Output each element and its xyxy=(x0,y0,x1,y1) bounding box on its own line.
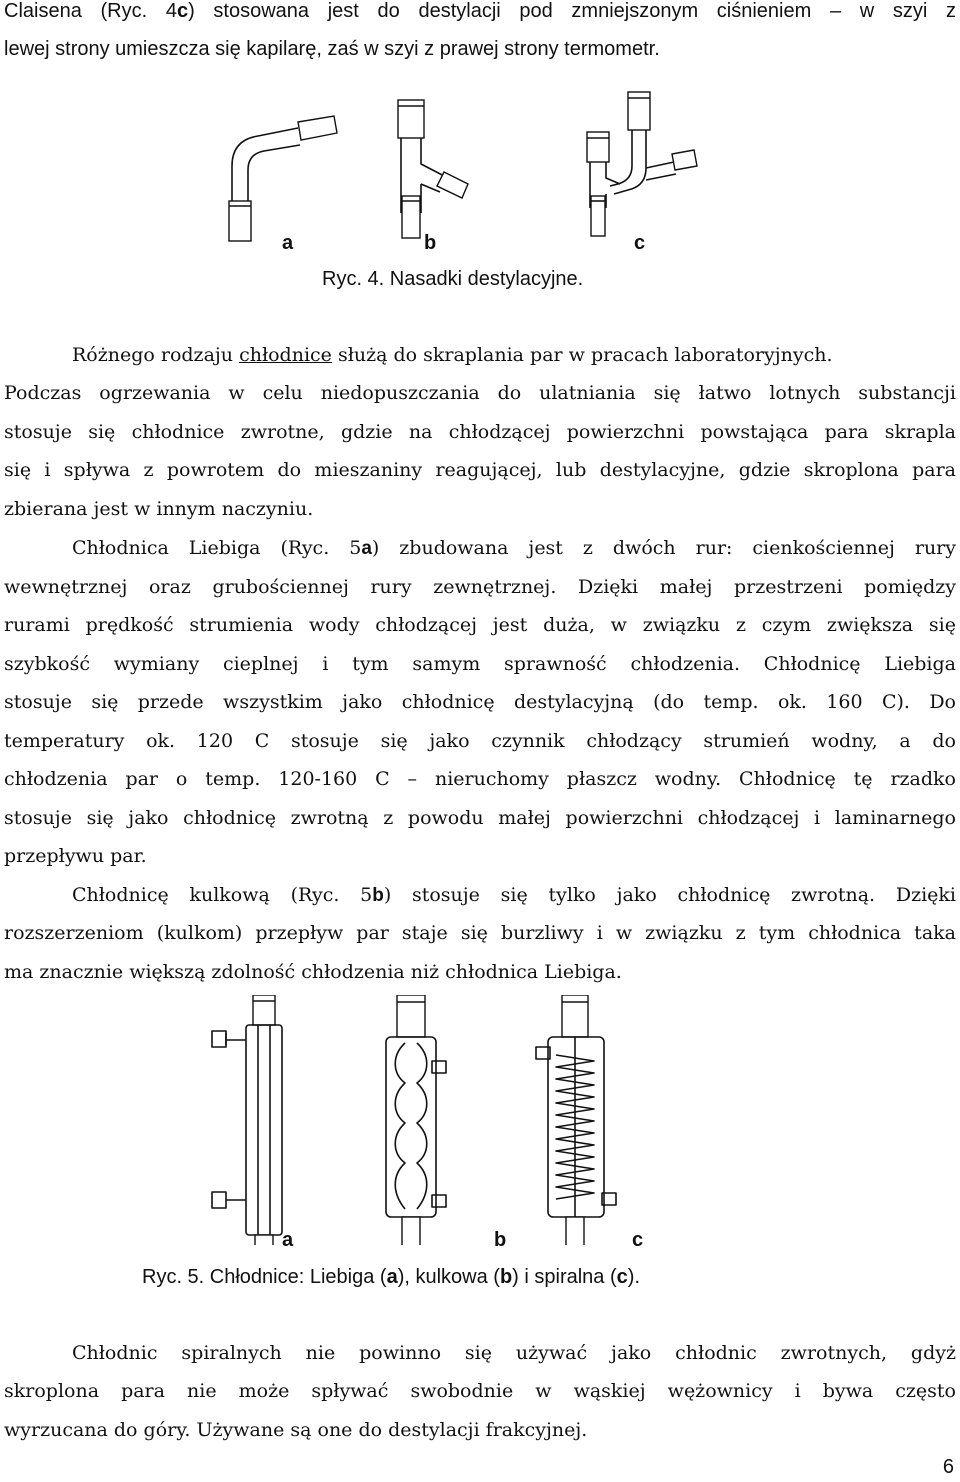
condenser-bulb-drawing xyxy=(386,995,446,1245)
caption-text: ) i spiralna ( xyxy=(512,1266,617,1288)
condenser-spiral-drawing xyxy=(536,995,616,1245)
para1-line-3: stosuje się chłodnice zwrotne, gdzie na chłodzącej powierzchni powstająca para skrapla xyxy=(4,421,956,443)
para1-line-1 xyxy=(72,344,956,366)
para1-line-5: zbierana jest w innym naczyniu. xyxy=(4,498,314,520)
fig-ref: a xyxy=(386,1266,398,1288)
fig5-label-a: a xyxy=(282,1229,294,1251)
para-text: Różnego rodzaju xyxy=(72,344,240,366)
para2-line-2: wewnętrznej oraz grubościennej rury zewnętrznej. Dzięki małej przestrzeni pomiędzy xyxy=(4,576,956,598)
fig5-label-b: b xyxy=(494,1229,507,1251)
para2-line-3: rurami prędkość strumienia wody chłodzącej jest duża, w związku z czym zwiększa się xyxy=(4,614,956,636)
para4-line-1: Chłodnic spiralnych nie powinno się używać jako chłodnic zwrotnych, gdyż xyxy=(72,1342,956,1364)
fig5-label-c: c xyxy=(632,1229,644,1251)
fig5-caption xyxy=(142,1266,640,1289)
figure-5-condensers xyxy=(0,995,960,1245)
para2-line-7: chłodzenia par o temp. 120-160 C – nieruchomy płaszcz wodny. Chłodnicę tę rzadko xyxy=(4,768,956,790)
fig-ref: b xyxy=(499,1266,513,1288)
condenser-liebig-drawing xyxy=(212,995,282,1245)
para-text: służą do skraplania par w pracach laboratoryjnych. xyxy=(331,344,833,366)
caption-text: ). xyxy=(627,1266,640,1288)
para4-line-3: wyrzucana do góry. Używane są one do destylacji frakcyjnej. xyxy=(4,1419,588,1441)
para3-line-2: rozszerzeniom (kulkom) przepływ par staje się burzliwy i w związku z tym chłodnica taka xyxy=(4,922,956,944)
para3-line-1 xyxy=(72,884,956,907)
adapter-c-drawing xyxy=(587,92,697,236)
fig4-label-a: a xyxy=(282,232,294,254)
para2-line-9: przepływu par. xyxy=(4,845,147,867)
intro-line-2: lewej strony umieszcza się kapilarę, zaś w szyi z prawej strony termometr. xyxy=(4,38,660,60)
adapter-b-drawing xyxy=(398,100,468,238)
term-chlodnice: chłodnice xyxy=(239,344,332,366)
para-text: Chłodnica Liebiga (Ryc. 5 xyxy=(72,537,362,559)
caption-text: Ryc. 5. Chłodnice: Liebiga ( xyxy=(142,1266,387,1288)
fig-ref: c xyxy=(616,1266,628,1288)
para1-line-2: Podczas ogrzewania w celu niedopuszczania do ulatniania się łatwo lotnych substancji xyxy=(4,382,956,404)
intro-line-1 xyxy=(4,0,956,23)
fig4-label-c: c xyxy=(634,232,646,254)
para1-line-4: się i spływa z powrotem do mieszaniny reagującej, lub destylacyjne, gdzie skroplona para xyxy=(4,459,956,481)
para-text: Chłodnicę kulkową (Ryc. 5 xyxy=(72,884,373,906)
para-text: ) stosuje się tylko jako chłodnicę zwrotną. Dzięki xyxy=(383,884,956,906)
page-number: 6 xyxy=(942,1456,954,1478)
figure-4-adapters xyxy=(0,88,960,338)
caption-text: ), kulkowa ( xyxy=(397,1266,500,1288)
fig4-label-b: b xyxy=(424,232,437,254)
fig-ref: a xyxy=(361,538,372,559)
intro-text: Claisena (Ryc. 4 xyxy=(4,0,177,22)
para3-line-3: ma znacznie większą zdolność chłodzenia niż chłodnica Liebiga. xyxy=(4,961,622,983)
para2-line-5: stosuje się przede wszystkim jako chłodnicę destylacyjną (do temp. ok. 160 C). Do xyxy=(4,691,956,713)
para2-line-4: szybkość wymiany cieplnej i tym samym sprawność chłodzenia. Chłodnicę Liebiga xyxy=(4,653,956,675)
fig-ref: c xyxy=(176,0,189,22)
para-text: ) zbudowana jest z dwóch rur: cienkościennej rury xyxy=(371,537,956,559)
para2-line-1 xyxy=(72,537,956,560)
fig4-caption: Ryc. 4. Nasadki destylacyjne. xyxy=(322,268,584,290)
para2-line-8: stosuje się jako chłodnicę zwrotną z powodu małej powierzchni chłodzącej i laminarnego xyxy=(4,807,956,829)
para4-line-2: skroplona para nie może spływać swobodnie w wąskiej wężownicy i bywa często xyxy=(4,1380,956,1402)
fig-ref: b xyxy=(372,885,384,906)
intro-text: ) stosowana jest do destylacji pod zmniejszonym ciśnieniem – w szyi z xyxy=(188,0,956,22)
para2-line-6: temperatury ok. 120 C stosuje się jako czynnik chłodzący strumień wodny, a do xyxy=(4,730,956,752)
adapter-a-drawing xyxy=(229,116,337,241)
